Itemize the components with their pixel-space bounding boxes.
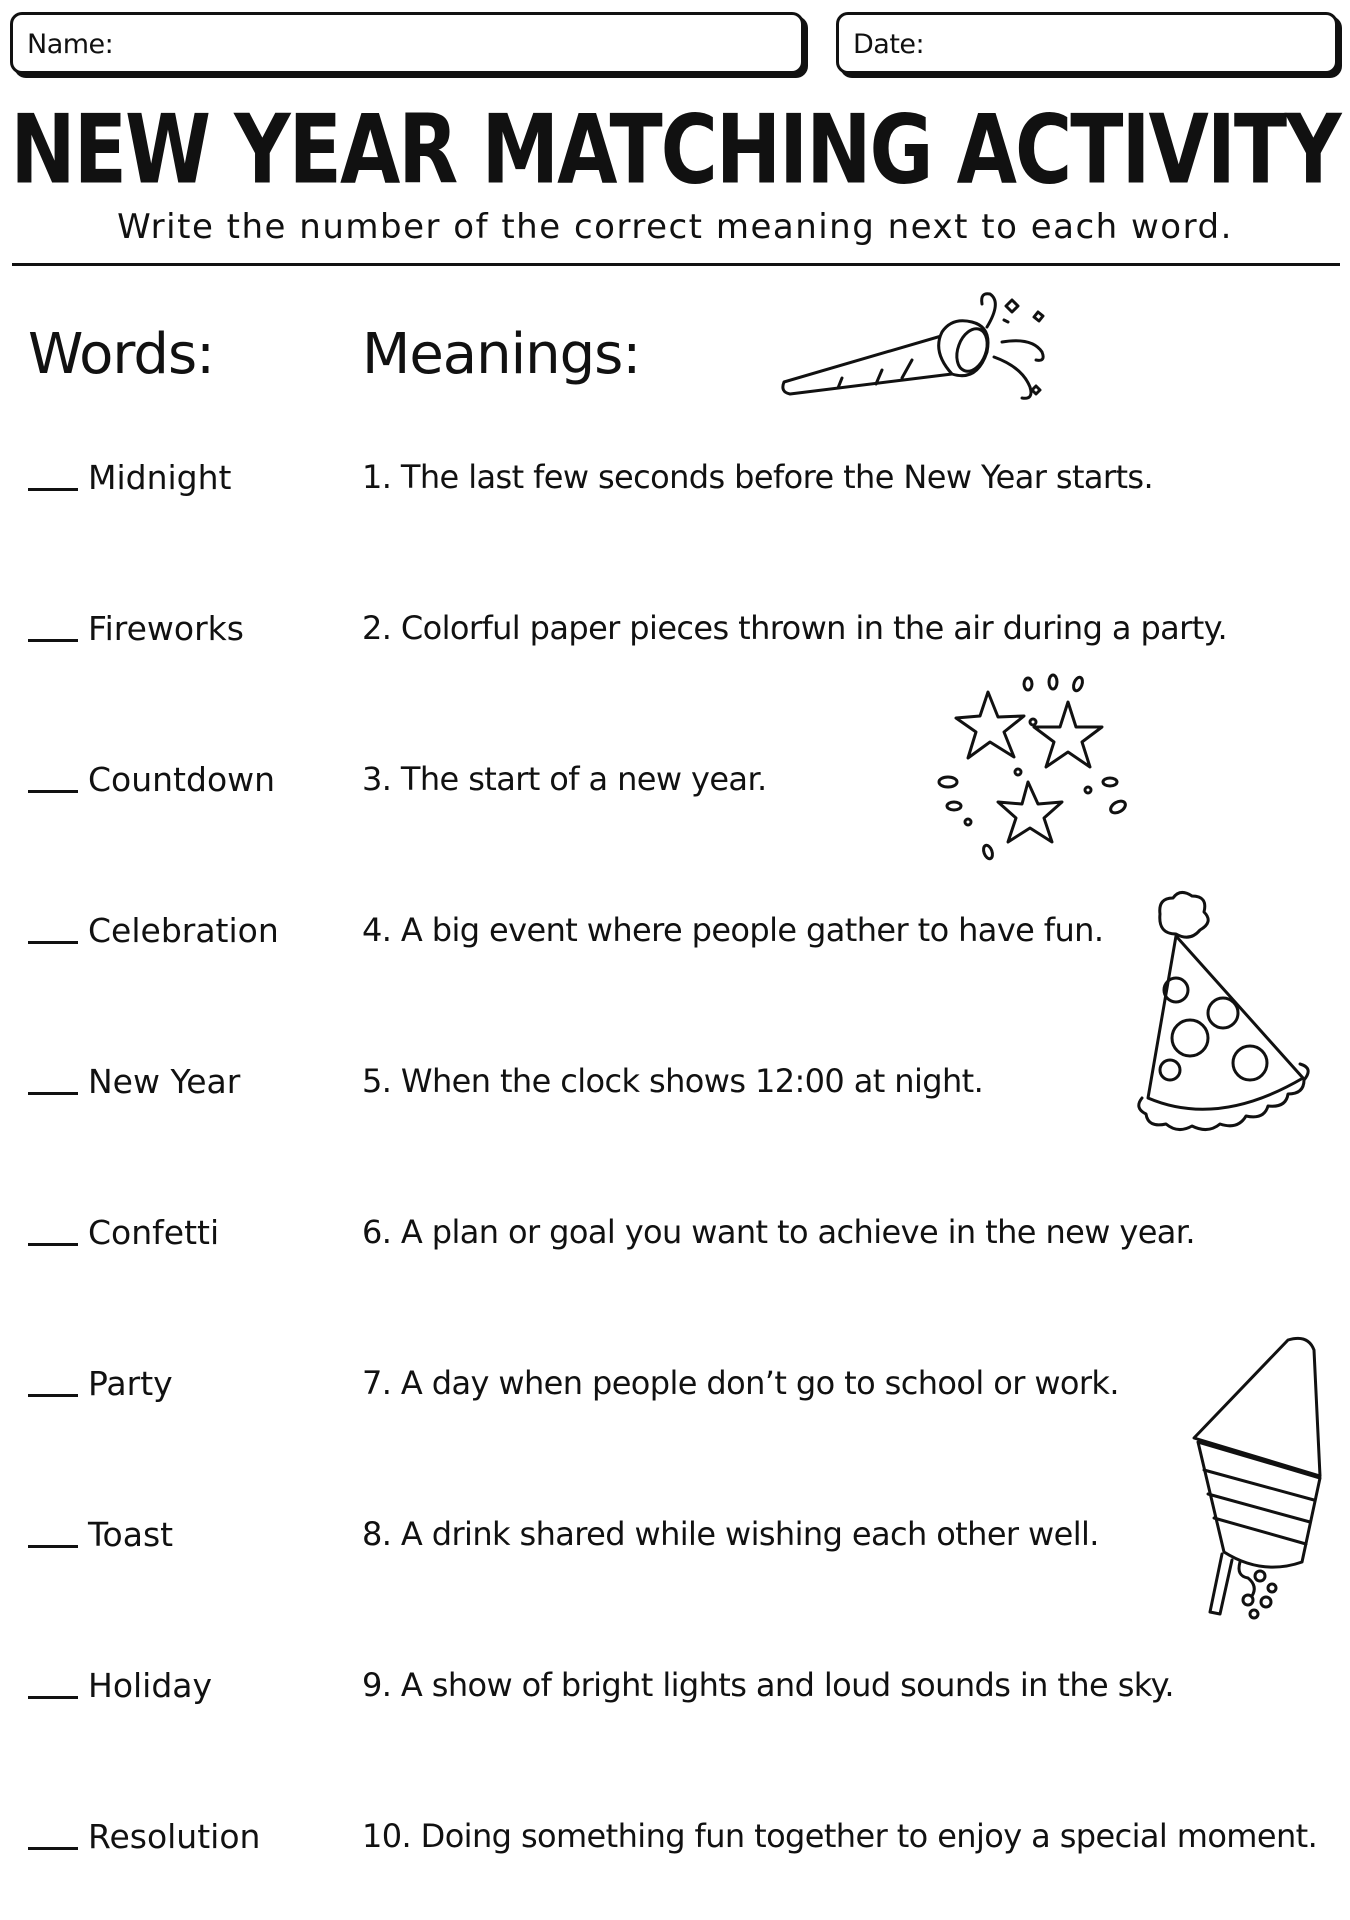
answer-blank[interactable] bbox=[28, 488, 78, 491]
list-item bbox=[0, 1213, 1350, 1273]
list-item bbox=[0, 760, 1350, 820]
meaning-text: 1. The last few seconds before the New Year starts. bbox=[362, 458, 1154, 496]
header-divider bbox=[12, 263, 1340, 266]
word-label: New Year bbox=[88, 1062, 241, 1101]
answer-blank[interactable] bbox=[28, 941, 78, 944]
meaning-text: 10. Doing something fun together to enjoy a special moment. bbox=[362, 1817, 1318, 1855]
word-label: Fireworks bbox=[88, 609, 244, 648]
word-label: Celebration bbox=[88, 911, 279, 950]
party-horn-icon bbox=[772, 282, 1062, 412]
party-hat-icon bbox=[1128, 888, 1318, 1138]
answer-blank[interactable] bbox=[28, 1394, 78, 1397]
name-field[interactable] bbox=[10, 12, 804, 74]
list-item bbox=[0, 1364, 1350, 1424]
meaning-text: 6. A plan or goal you want to achieve in the new year. bbox=[362, 1213, 1195, 1251]
name-label: Name: bbox=[27, 29, 114, 60]
meanings-heading: Meanings: bbox=[362, 322, 641, 387]
meaning-text: 7. A day when people don’t go to school or work. bbox=[362, 1364, 1119, 1402]
firework-rocket-icon bbox=[1168, 1330, 1338, 1620]
word-label: Midnight bbox=[88, 458, 232, 497]
answer-blank[interactable] bbox=[28, 639, 78, 642]
answer-blank[interactable] bbox=[28, 1545, 78, 1548]
answer-blank[interactable] bbox=[28, 1243, 78, 1246]
answer-blank[interactable] bbox=[28, 1847, 78, 1850]
date-field[interactable] bbox=[836, 12, 1338, 74]
date-label: Date: bbox=[853, 29, 925, 60]
word-label: Countdown bbox=[88, 760, 276, 799]
list-item bbox=[0, 458, 1350, 518]
list-item bbox=[0, 1817, 1350, 1877]
words-heading: Words: bbox=[28, 322, 214, 387]
page-title: NEW YEAR MATCHING ACTIVITY bbox=[10, 96, 1340, 206]
word-label: Holiday bbox=[88, 1666, 213, 1705]
word-label: Toast bbox=[88, 1515, 174, 1554]
instructions: Write the number of the correct meaning next to each word. bbox=[117, 207, 1233, 247]
meaning-text: 3. The start of a new year. bbox=[362, 760, 767, 798]
meaning-text: 5. When the clock shows 12:00 at night. bbox=[362, 1062, 984, 1100]
stars-confetti-icon bbox=[928, 672, 1138, 872]
answer-blank[interactable] bbox=[28, 1696, 78, 1699]
word-label: Resolution bbox=[88, 1817, 261, 1856]
word-label: Party bbox=[88, 1364, 173, 1403]
meaning-text: 2. Colorful paper pieces thrown in the air during a party. bbox=[362, 609, 1228, 647]
meaning-text: 4. A big event where people gather to have fun. bbox=[362, 911, 1104, 949]
answer-blank[interactable] bbox=[28, 1092, 78, 1095]
meaning-text: 9. A show of bright lights and loud sounds in the sky. bbox=[362, 1666, 1174, 1704]
answer-blank[interactable] bbox=[28, 790, 78, 793]
meaning-text: 8. A drink shared while wishing each other well. bbox=[362, 1515, 1099, 1553]
word-label: Confetti bbox=[88, 1213, 220, 1252]
list-item bbox=[0, 609, 1350, 669]
list-item bbox=[0, 1515, 1350, 1575]
list-item bbox=[0, 1666, 1350, 1726]
